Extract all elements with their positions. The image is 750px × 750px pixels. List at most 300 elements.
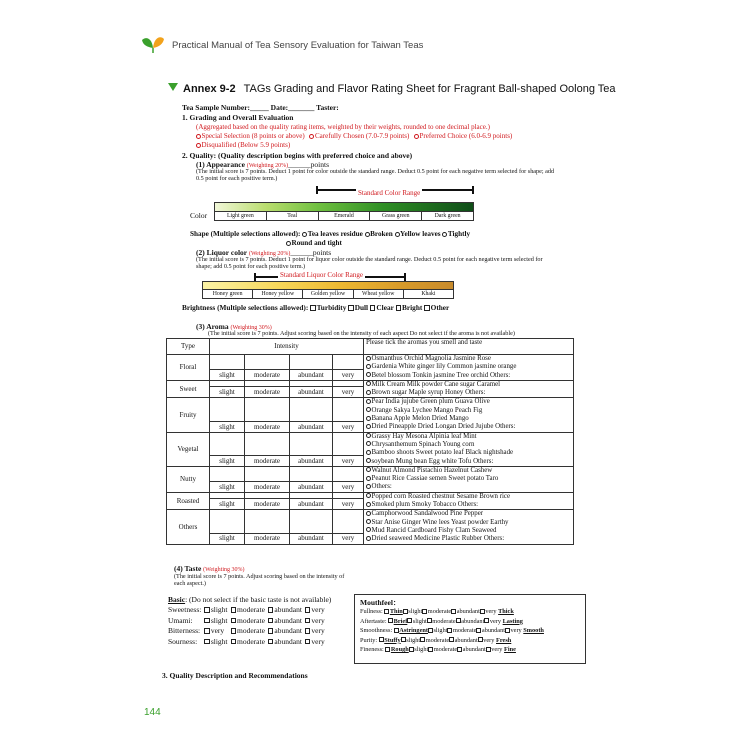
intensity-cell[interactable] (290, 492, 333, 499)
mouthfeel-positive: Smooth (523, 627, 544, 635)
basic-option (204, 616, 230, 626)
mouthfeel-option: abundant (454, 636, 478, 644)
basic-row (168, 605, 328, 615)
taste-note-1: (The initial score is 7 points. Adjust scoring based on the intensity of (174, 573, 345, 580)
basic-option (204, 626, 230, 636)
mouthfeel-row (360, 607, 580, 616)
basic-taste-name: Umami: (168, 615, 193, 625)
intensity-cell[interactable] (245, 492, 290, 499)
intensity-cell[interactable] (210, 398, 245, 421)
descriptor-line (366, 493, 571, 501)
aroma-descriptors (364, 432, 574, 466)
radio-icon[interactable] (366, 476, 371, 481)
mouthfeel-option: slight (412, 617, 427, 625)
scale-label: Honey yellow (253, 290, 303, 298)
descriptor-text: Bamboo shoots Sweet potato leaf Black nightshade (371, 449, 514, 457)
basic-row (168, 637, 328, 647)
mouthfeel-row (360, 626, 580, 635)
checkbox-icon[interactable] (268, 607, 274, 613)
basic-option (268, 637, 305, 647)
aroma-type: Sweet (167, 380, 210, 398)
intensity-abundant[interactable]: abundant (290, 481, 333, 492)
descriptor-line (366, 441, 571, 449)
checkbox-icon[interactable] (505, 628, 510, 633)
aroma-type: Floral (167, 355, 210, 381)
basic-taste-name: Sweetness: (168, 605, 202, 615)
table-row (167, 466, 574, 481)
green-triangle-icon (168, 83, 178, 91)
checkbox-icon[interactable] (385, 647, 390, 652)
basic-option (231, 616, 268, 626)
checkbox-icon[interactable] (231, 639, 237, 645)
table-row (167, 492, 574, 499)
option-label: abundant (274, 605, 302, 615)
mouthfeel-option: moderate (427, 608, 452, 616)
mouthfeel-option: moderate (452, 627, 477, 635)
mouthfeel-option: slight (406, 636, 421, 644)
mouthfeel-option: very (485, 608, 497, 616)
radio-icon[interactable] (366, 356, 371, 361)
mouthfeel-option: very (491, 646, 503, 654)
scale-label: Light green (215, 212, 267, 220)
intensity-cell[interactable] (290, 398, 333, 421)
intensity-abundant[interactable]: abundant (290, 387, 333, 398)
radio-icon[interactable] (366, 416, 371, 421)
intensity-very[interactable]: very (333, 533, 364, 544)
intensity-slight[interactable]: slight (210, 533, 245, 544)
checkbox-icon[interactable] (484, 618, 489, 623)
mouthfeel-name: Smoothness: (360, 627, 393, 635)
grade-disqualified: Disqualified (Below 5.9 points) (196, 141, 290, 149)
radio-icon[interactable] (366, 381, 371, 386)
radio-icon[interactable] (366, 407, 371, 412)
mouthfeel-negative: Rough (390, 646, 409, 654)
taste-note-2: each aspect.) (174, 580, 206, 587)
intensity-slight[interactable]: slight (210, 481, 245, 492)
mouthfeel-name: Fineness: (360, 646, 384, 654)
intensity-cell[interactable] (245, 466, 290, 481)
intensity-moderate[interactable]: moderate (245, 481, 290, 492)
mouthfeel-option: very (510, 627, 522, 635)
mouthfeel-box (354, 594, 586, 664)
radio-icon[interactable] (196, 143, 201, 148)
aroma-type: Vegetal (167, 432, 210, 466)
sample-line: Tea Sample Number:_____ Date:_______ Taster: (182, 103, 339, 112)
appearance-note-1: (The initial score is 7 points. Deduct 1 point for color outside the standard range. Deduct 0.5 point for each negative term selected for shape; add (196, 168, 555, 175)
aroma-type: Fruity (167, 398, 210, 432)
descriptor-text: Osmanthus Orchid Magnolia Jasmine Rose (371, 355, 491, 362)
radio-icon[interactable] (366, 441, 371, 446)
scale-label: Dark green (434, 213, 461, 219)
basic-row (168, 626, 328, 636)
descriptor-line (366, 467, 571, 475)
checkbox-icon[interactable] (384, 609, 389, 614)
header-type: Type (167, 339, 210, 355)
mouthfeel-positive: Lasting (502, 617, 523, 625)
intensity-moderate[interactable]: moderate (245, 533, 290, 544)
intensity-very[interactable]: very (333, 499, 364, 510)
checkbox-icon[interactable] (424, 305, 430, 311)
intensity-cell[interactable] (245, 380, 290, 387)
checkbox-icon[interactable] (348, 305, 354, 311)
basic-option (268, 626, 305, 636)
intensity-very[interactable]: very (333, 421, 364, 432)
checkbox-icon[interactable] (305, 639, 311, 645)
shape-line: Shape (Multiple selections allowed): Tea leaves residue Broken Yellow leaves Tightly (190, 230, 471, 238)
intensity-moderate[interactable]: moderate (245, 421, 290, 432)
tea-leaf-logo-icon (140, 34, 166, 54)
std-liquor-range-label: Standard Liquor Color Range (280, 271, 364, 279)
mouthfeel-negative: Astringent (399, 627, 428, 635)
descriptor-text: Chrysanthemum Spinach Young corn (371, 440, 475, 448)
aroma-descriptors (364, 398, 574, 432)
appearance-line: (1) Appearance (Weighting 20%)______points (196, 160, 330, 169)
scale-label: Golden yellow (303, 290, 353, 298)
checkbox-icon[interactable] (407, 618, 412, 623)
radio-icon[interactable] (366, 484, 371, 489)
radio-icon[interactable] (366, 450, 371, 455)
intensity-cell[interactable] (245, 355, 290, 370)
basic-option (231, 637, 268, 647)
intensity-cell[interactable] (210, 510, 245, 533)
radio-icon[interactable] (366, 527, 371, 532)
intensity-cell[interactable] (210, 432, 245, 455)
checkbox-icon[interactable] (409, 647, 414, 652)
option-label: abundant (274, 615, 302, 625)
aroma-type: Others (167, 510, 210, 544)
checkbox-icon[interactable] (422, 609, 427, 614)
intensity-cell[interactable] (245, 510, 290, 533)
aroma-type: Roasted (167, 492, 210, 510)
radio-icon[interactable] (366, 467, 371, 472)
basic-row (168, 616, 328, 626)
shape-line-2: Round and tight (286, 239, 342, 247)
grade-options (196, 132, 512, 140)
intensity-slight[interactable]: slight (210, 455, 245, 466)
grade-carefully: Carefully Chosen (7.0-7.9 points) (314, 132, 410, 140)
mouthfeel-option: moderate (425, 636, 450, 644)
header-tick: Please tick the aromas you smell and taste (364, 339, 574, 355)
checkbox-icon[interactable] (204, 607, 210, 613)
option-label: very (210, 626, 225, 636)
intensity-cell[interactable] (333, 492, 364, 499)
aroma-descriptors (364, 492, 574, 510)
basic-option (231, 626, 268, 636)
option-label: abundant (274, 636, 302, 646)
radio-icon[interactable] (366, 536, 371, 541)
intensity-cell[interactable] (245, 432, 290, 455)
aroma-table (166, 338, 574, 545)
descriptor-line (366, 389, 571, 397)
intensity-abundant[interactable]: abundant (290, 369, 333, 380)
descriptor-line (366, 372, 571, 380)
intensity-cell[interactable] (290, 510, 333, 533)
basic-option (268, 605, 305, 615)
descriptor-text: Mud Rancid Cardboard Fishy Clam Seaweed (371, 526, 497, 534)
radio-icon[interactable] (366, 364, 371, 369)
mouthfeel-option: slight (433, 627, 448, 635)
descriptor-text: Grassy Hay Mesona Alpinia leaf Mint (371, 432, 477, 440)
mouthfeel-row (360, 617, 580, 626)
intensity-cell[interactable] (333, 432, 364, 455)
basic-option (305, 605, 328, 615)
intensity-abundant[interactable]: abundant (290, 499, 333, 510)
mouthfeel-title: Mouthfeel： (360, 598, 401, 607)
checkbox-icon[interactable] (451, 609, 456, 614)
descriptor-line (366, 423, 571, 431)
mouthfeel-option: very (483, 636, 495, 644)
mouthfeel-option: abundant (461, 617, 485, 625)
checkbox-icon[interactable] (456, 618, 461, 623)
descriptor-text: Banana Apple Melon Dried Mango (371, 415, 469, 423)
basic-option (268, 616, 305, 626)
mouthfeel-option: abundant (456, 608, 480, 616)
radio-icon[interactable] (366, 458, 371, 463)
descriptor-text: Smoked plum Smoky Tobacco Others: (371, 501, 479, 509)
radio-icon[interactable] (366, 502, 371, 507)
descriptor-line (366, 363, 571, 371)
checkbox-icon[interactable] (370, 305, 376, 311)
intensity-very[interactable]: very (333, 455, 364, 466)
radio-icon[interactable] (196, 134, 201, 139)
intensity-very[interactable]: very (333, 387, 364, 398)
intensity-abundant[interactable]: abundant (290, 421, 333, 432)
descriptor-text: Dried Pineapple Dried Longan Dried Jujube Others: (371, 423, 516, 431)
intensity-cell[interactable] (333, 510, 364, 533)
descriptor-text: Orange Sakya Lychee Mango Peach Fig (371, 406, 483, 414)
option-label: very (311, 615, 325, 625)
intensity-moderate[interactable]: moderate (245, 455, 290, 466)
option-label: slight (210, 605, 228, 615)
descriptor-text: Walnut Almond Pistachio Hazelnut Cashew (371, 466, 493, 474)
table-row (167, 432, 574, 455)
descriptor-text: Brown sugar Maple syrup Honey Others: (371, 389, 486, 397)
aroma-header-row (167, 339, 574, 355)
option-label: slight (210, 636, 228, 646)
mouthfeel-row (360, 645, 580, 654)
option-label: moderate (237, 615, 265, 625)
radio-icon[interactable] (366, 399, 371, 404)
basic-taste-name: Sourness: (168, 636, 198, 646)
header-intensity: Intensity (210, 339, 364, 355)
option-label: very (311, 636, 325, 646)
intensity-cell[interactable] (333, 398, 364, 421)
radio-icon[interactable] (414, 134, 419, 139)
color-label: Color (190, 211, 208, 220)
page-number: 144 (144, 707, 161, 718)
radio-icon[interactable] (366, 390, 371, 395)
intensity-slight[interactable]: slight (210, 421, 245, 432)
table-row (167, 398, 574, 421)
checkbox-icon[interactable] (478, 637, 483, 642)
basic-taste (168, 595, 331, 647)
basic-option (305, 637, 328, 647)
radio-icon[interactable] (395, 232, 400, 237)
radio-icon[interactable] (366, 424, 371, 429)
descriptor-line (366, 458, 571, 466)
radio-icon[interactable] (309, 134, 314, 139)
aroma-descriptors (364, 355, 574, 381)
liquor-line: (2) Liquor color (Weighting 20%)______points (196, 248, 332, 257)
radio-icon[interactable] (302, 232, 307, 237)
intensity-cell[interactable] (245, 398, 290, 421)
checkbox-icon[interactable] (204, 639, 210, 645)
intensity-cell[interactable] (210, 466, 245, 481)
intensity-cell[interactable] (290, 380, 333, 387)
intensity-moderate[interactable]: moderate (245, 369, 290, 380)
section-1-title: 1. Grading and Overall Evaluation (182, 113, 294, 122)
aroma-descriptors (364, 466, 574, 492)
intensity-abundant[interactable]: abundant (290, 533, 333, 544)
checkbox-icon[interactable] (305, 628, 311, 634)
basic-taste-name: Bitterness: (168, 626, 201, 636)
checkbox-icon[interactable] (428, 647, 433, 652)
intensity-very[interactable]: very (333, 481, 364, 492)
table-row (167, 355, 574, 370)
intensity-abundant[interactable]: abundant (290, 455, 333, 466)
checkbox-icon[interactable] (268, 628, 274, 634)
section-2-title: 2. Quality: (Quality description begins with preferred choice and above) (182, 151, 413, 160)
radio-icon[interactable] (365, 232, 370, 237)
radio-icon[interactable] (366, 493, 371, 498)
intensity-cell[interactable] (290, 355, 333, 370)
checkbox-icon[interactable] (231, 618, 237, 624)
std-color-range-label: Standard Color Range (358, 189, 421, 197)
checkbox-icon[interactable] (231, 607, 237, 613)
intensity-slight[interactable]: slight (210, 387, 245, 398)
intensity-moderate[interactable]: moderate (245, 499, 290, 510)
checkbox-icon[interactable] (268, 639, 274, 645)
scale-label: Emerald (319, 212, 371, 220)
mouthfeel-name: Fullness: (360, 608, 383, 616)
descriptor-line (366, 398, 571, 406)
checkbox-icon[interactable] (204, 618, 210, 624)
intensity-cell[interactable] (333, 466, 364, 481)
manual-title: Practical Manual of Tea Sensory Evaluation for Taiwan Teas (172, 40, 424, 51)
checkbox-icon[interactable] (268, 618, 274, 624)
table-row (167, 510, 574, 533)
scale-label: Honey green (203, 290, 253, 298)
mouthfeel-rows (360, 607, 580, 654)
descriptor-line (366, 483, 571, 491)
intensity-cell[interactable] (210, 355, 245, 370)
checkbox-icon[interactable] (401, 637, 406, 642)
color-bar-labels (214, 212, 474, 221)
checkbox-icon[interactable] (457, 647, 462, 652)
aroma-descriptors (364, 380, 574, 398)
checkbox-icon[interactable] (231, 628, 237, 634)
option-label: moderate (237, 626, 265, 636)
descriptor-text: Dried seaweed Medicine Plastic Rubber Others: (371, 535, 505, 543)
intensity-moderate[interactable]: moderate (245, 387, 290, 398)
checkbox-icon[interactable] (449, 637, 454, 642)
radio-icon[interactable] (366, 519, 371, 524)
checkbox-icon[interactable] (305, 618, 311, 624)
radio-icon[interactable] (366, 511, 371, 516)
basic-option (305, 626, 328, 636)
descriptor-text: Gardenia White ginger lily Common jasmine orange (371, 363, 517, 371)
mouthfeel-option: abundant (481, 627, 505, 635)
descriptor-line (366, 355, 571, 363)
checkbox-icon[interactable] (420, 637, 425, 642)
basic-option (305, 616, 328, 626)
option-label: abundant (274, 626, 302, 636)
descriptor-line (366, 433, 571, 441)
intensity-cell[interactable] (210, 492, 245, 499)
intensity-cell[interactable] (333, 380, 364, 387)
section-3-title: 3. Quality Description and Recommendations (162, 671, 308, 680)
descriptor-text: Betel blossom Tonkin jasmine Tree orchid Others: (371, 371, 511, 379)
checkbox-icon[interactable] (476, 628, 481, 633)
liquor-note-2: shape; add 0.5 point for each positive term.) (196, 263, 306, 270)
aroma-line: (3) Aroma (Weighting 30%) (196, 322, 272, 331)
basic-option (204, 637, 230, 647)
descriptor-text: Others: (371, 483, 392, 491)
checkbox-icon[interactable] (310, 305, 316, 311)
checkbox-icon[interactable] (204, 628, 210, 634)
scale-label: Teal (267, 212, 319, 220)
annex-label: Annex 9-2 (183, 83, 236, 95)
intensity-slight[interactable]: slight (210, 369, 245, 380)
checkbox-icon[interactable] (396, 305, 402, 311)
annex-title: TAGs Grading and Flavor Rating Sheet for Fragrant Ball-shaped Oolong Tea (243, 83, 616, 95)
aroma-type: Nutty (167, 466, 210, 492)
descriptor-text: Camphorwood Sandalwood Pine Pepper (371, 510, 484, 518)
intensity-cell[interactable] (210, 380, 245, 387)
liquor-scale (202, 281, 454, 299)
mouthfeel-name: Purity: (360, 636, 378, 644)
radio-icon[interactable] (366, 372, 371, 377)
descriptor-text: soybean Mung bean Egg white Tofu Others: (371, 457, 494, 465)
intensity-slight[interactable]: slight (210, 499, 245, 510)
descriptor-text: Milk Cream Milk powder Cane sugar Caramel (371, 380, 501, 388)
option-label: very (311, 626, 325, 636)
intensity-very[interactable]: very (333, 369, 364, 380)
mouthfeel-negative: Brief (393, 617, 408, 625)
option-label: moderate (237, 605, 265, 615)
brightness-line: Brightness (Multiple selections allowed): Turbidity Dull Clear Bright Other (182, 303, 450, 312)
checkbox-icon[interactable] (388, 618, 393, 623)
mouthfeel-positive: Thick (498, 608, 514, 616)
checkbox-icon[interactable] (305, 607, 311, 613)
descriptor-text: Peanut Rice Cassiae semen Sweet potato Taro (371, 475, 499, 483)
descriptor-line (366, 475, 571, 483)
basic-option (204, 605, 230, 615)
scale-label: Wheat yellow (354, 290, 404, 298)
mouthfeel-option: slight (414, 646, 429, 654)
descriptor-line (366, 407, 571, 415)
radio-icon[interactable] (286, 241, 291, 246)
liquor-gradient-bar (202, 281, 454, 290)
radio-icon[interactable] (366, 433, 371, 438)
mouthfeel-name: Aftertaste: (360, 617, 387, 625)
checkbox-icon[interactable] (379, 637, 384, 642)
scale-label: Grass green (370, 212, 422, 220)
annex-heading (168, 83, 616, 95)
intensity-cell[interactable] (333, 355, 364, 370)
checkbox-icon[interactable] (447, 628, 452, 633)
scale-label: Khaki (421, 291, 436, 297)
option-label: very (311, 605, 325, 615)
option-label: slight (210, 615, 228, 625)
section-1-note: (Aggregated based on the quality rating items, weighted by their weights, rounded to one decimal place.) (196, 123, 490, 131)
mouthfeel-positive: Fine (504, 646, 516, 654)
mouthfeel-positive: Fresh (496, 636, 512, 644)
appearance-note-2: 0.5 point for each positive term.) (196, 175, 278, 182)
intensity-cell[interactable] (290, 466, 333, 481)
intensity-cell[interactable] (290, 432, 333, 455)
radio-icon[interactable] (442, 232, 447, 237)
